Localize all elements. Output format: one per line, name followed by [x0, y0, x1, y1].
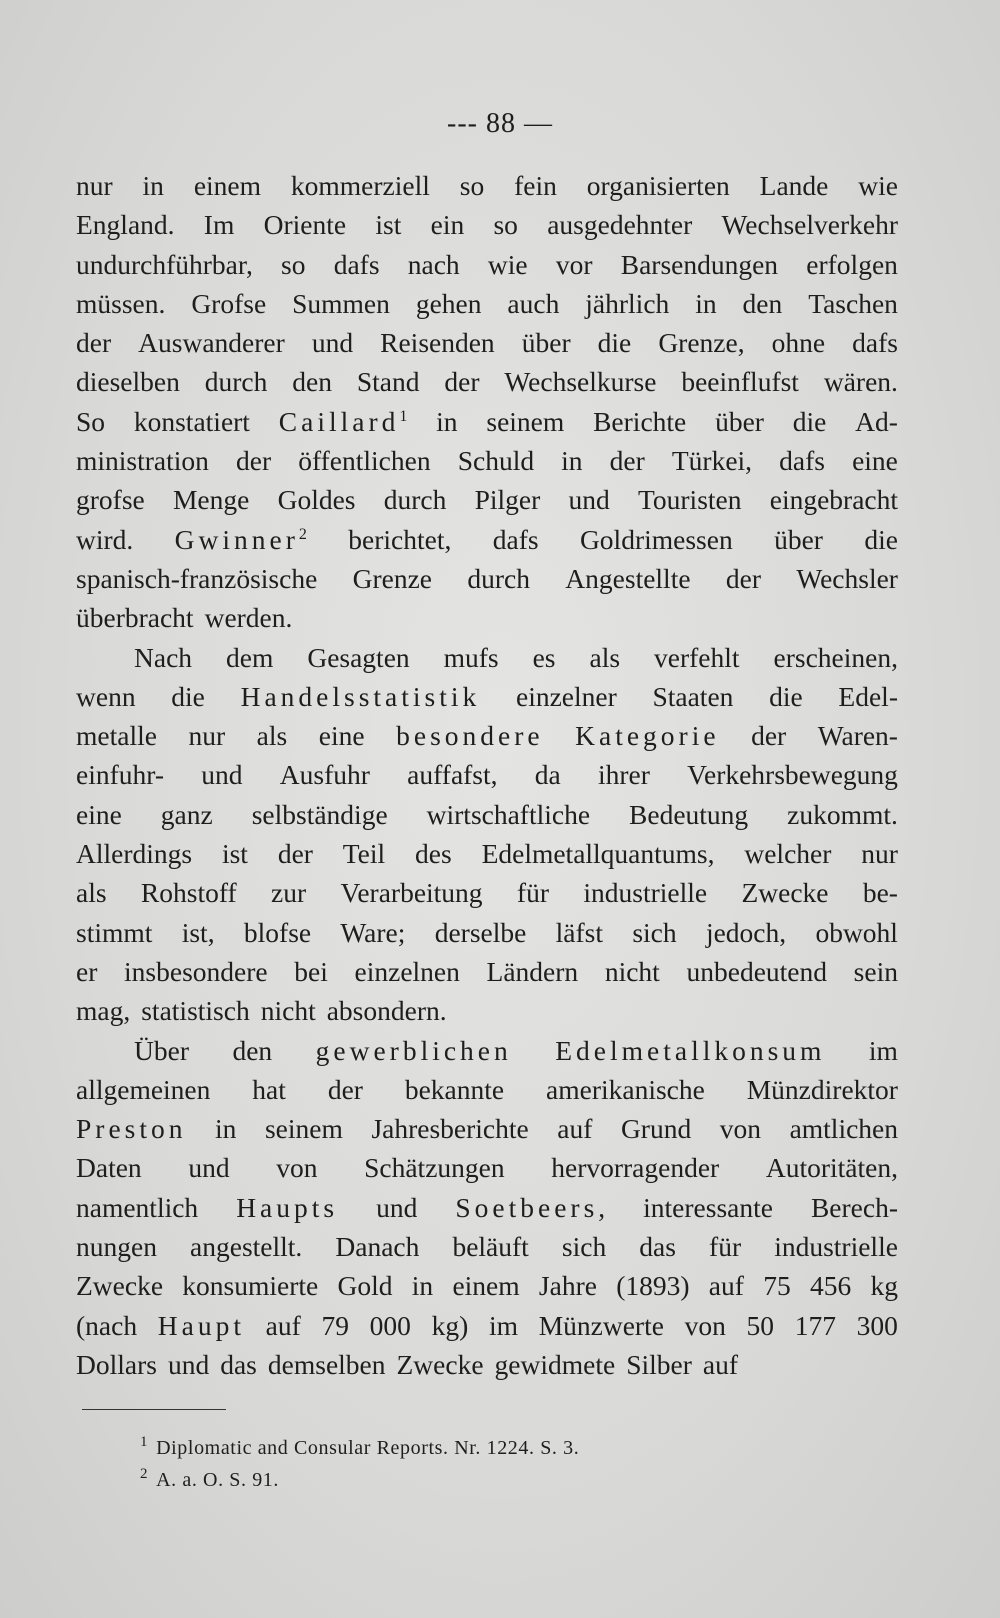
footnote-marker: 2	[140, 1466, 149, 1483]
word: 000	[369, 1309, 411, 1341]
word: hervorragender	[551, 1152, 720, 1184]
word: be-	[862, 877, 898, 909]
word: Waren-	[817, 720, 898, 752]
word: ausgedehnter	[547, 209, 693, 241]
word: Auswanderer	[138, 327, 285, 359]
word: nur	[861, 838, 898, 870]
word: nur	[188, 720, 226, 752]
word: kommerziell	[290, 170, 430, 201]
word: auf	[702, 1348, 739, 1380]
word: vor	[555, 248, 593, 280]
word: Über	[134, 1034, 189, 1066]
word: Gold	[337, 1270, 393, 1302]
word: der	[277, 838, 313, 870]
word: absondern.	[326, 995, 447, 1027]
footnote-reference: 2	[298, 525, 307, 543]
word: über	[774, 523, 823, 555]
word: Grenze	[352, 562, 433, 594]
word: Silber	[626, 1348, 692, 1380]
word: auf	[265, 1309, 301, 1341]
page-number: --- 88 —	[447, 108, 553, 139]
word: nicht	[604, 955, 660, 987]
word: als	[76, 877, 107, 909]
word: und	[568, 484, 610, 516]
text-line	[76, 716, 898, 755]
word: seinem	[486, 405, 565, 437]
word: besondere	[396, 720, 544, 752]
text-line	[76, 873, 898, 912]
word: berichtet,	[348, 523, 452, 555]
word: gewerblichen	[315, 1034, 512, 1066]
word: allgemeinen	[76, 1073, 211, 1105]
word: Ware;	[340, 916, 406, 948]
word: wie	[858, 170, 898, 201]
word: nach	[407, 248, 460, 280]
word: Gwinner$^2$	[174, 523, 307, 555]
word: undurchführbar,	[76, 248, 253, 280]
word: Nach	[134, 641, 193, 673]
word: Handelsstatistik	[240, 680, 481, 712]
text-line	[76, 991, 898, 1030]
word: und	[311, 327, 354, 359]
word: jährlich	[585, 287, 670, 319]
word: ihrer	[598, 759, 650, 791]
word: einem	[452, 1270, 520, 1302]
word: Goldrimessen	[579, 523, 733, 555]
word: dieselben	[76, 366, 180, 398]
text-line	[76, 1345, 898, 1384]
word: Danach	[335, 1231, 420, 1263]
word: Berichte	[593, 405, 687, 437]
text-line	[76, 1148, 898, 1187]
text-line	[76, 362, 898, 401]
word: auffafst,	[407, 759, 498, 791]
word: durch	[383, 484, 447, 516]
word: in	[215, 1113, 237, 1145]
word: für	[709, 1231, 742, 1263]
word: grofse	[76, 484, 145, 516]
footnote-1	[140, 1432, 840, 1464]
word: bei	[294, 955, 328, 987]
word: Lande	[759, 170, 829, 201]
word: Ad-	[855, 405, 898, 437]
word: die	[769, 680, 803, 712]
word: Grund	[620, 1113, 692, 1145]
word: (nach	[76, 1309, 138, 1341]
word: als	[256, 720, 288, 752]
word: Autoritäten,	[765, 1152, 898, 1184]
word: ist,	[181, 916, 215, 948]
word: läfst	[555, 916, 603, 948]
word: durch	[467, 562, 530, 594]
word: Daten	[76, 1152, 142, 1184]
word: dafs	[333, 248, 380, 280]
word: wie	[487, 248, 528, 280]
word: gehen	[415, 287, 482, 319]
word: jedoch,	[705, 916, 787, 948]
word: in	[436, 405, 458, 437]
word: den	[292, 366, 332, 398]
word: in	[695, 287, 717, 319]
word: Wechsler	[796, 562, 898, 594]
word: kg	[870, 1270, 898, 1302]
word: welcher	[744, 838, 832, 870]
word: bekannte	[404, 1073, 505, 1105]
text-line	[76, 559, 898, 598]
word: Goldes	[277, 484, 356, 516]
word: unbedeutend	[686, 955, 827, 987]
word: Zwecke	[396, 1348, 484, 1380]
word: auch	[507, 287, 560, 319]
word: Soetbeers,	[455, 1191, 606, 1223]
text-line	[76, 284, 898, 323]
word: der	[751, 720, 787, 752]
text-line	[76, 1070, 898, 1109]
word: Münzdirektor	[746, 1073, 898, 1105]
word: Dollars	[76, 1348, 157, 1380]
word: selbständige	[251, 798, 388, 830]
word: Angestellte	[565, 562, 691, 594]
word: England.	[76, 209, 175, 241]
word: werden.	[204, 602, 293, 634]
word: blofse	[243, 916, 312, 948]
word: Edel-	[838, 680, 898, 712]
word: und	[201, 759, 243, 791]
word: der	[236, 445, 272, 477]
word: eine	[318, 720, 365, 752]
word: der	[725, 562, 761, 594]
word: Wechselverkehr	[721, 209, 898, 241]
word: im	[868, 1034, 898, 1066]
text-line	[76, 245, 898, 284]
word: stimmt	[76, 916, 153, 948]
word: (1893)	[616, 1270, 690, 1302]
word: in	[411, 1270, 434, 1302]
word: derselbe	[434, 916, 527, 948]
word: das	[220, 1348, 257, 1380]
word: organisierten	[586, 170, 730, 201]
word: Grenze,	[658, 327, 745, 359]
word: eine	[852, 445, 898, 477]
word: Preston	[76, 1113, 187, 1145]
word: Rohstoff	[140, 877, 237, 909]
word: des	[415, 838, 452, 870]
word: Wechselkurse	[504, 366, 657, 398]
word: verfehlt	[654, 641, 740, 673]
word: Summen	[292, 287, 390, 319]
word: kg)	[431, 1309, 469, 1341]
word: so	[459, 170, 485, 201]
word: so	[493, 209, 518, 241]
word: ein	[430, 209, 465, 241]
word: Oriente	[263, 209, 347, 241]
footnotes	[140, 1432, 840, 1496]
text-line	[76, 1306, 898, 1345]
word: Reisenden	[380, 327, 495, 359]
word: ohne	[771, 327, 826, 359]
word: Berech-	[810, 1191, 898, 1223]
word: Zwecke	[741, 877, 829, 909]
word: in	[561, 445, 583, 477]
word: einzelner	[515, 680, 617, 712]
word: nicht	[260, 995, 316, 1027]
word: Grofse	[191, 287, 267, 319]
word: und	[188, 1152, 230, 1184]
word: als	[589, 641, 621, 673]
word: konstatiert	[133, 405, 250, 437]
word: dafs	[779, 445, 825, 477]
word: einzelnen	[354, 955, 460, 987]
word: nungen	[76, 1231, 157, 1263]
word: Ausfuhr	[279, 759, 370, 791]
word: erscheinen,	[773, 641, 898, 673]
word: Gesagten	[307, 641, 410, 673]
word: Stand	[356, 366, 420, 398]
word: die	[792, 405, 827, 437]
word: demselben	[267, 1348, 386, 1380]
word: der	[76, 327, 112, 359]
word: die	[597, 327, 632, 359]
word: für	[516, 877, 549, 909]
word: ministration	[76, 445, 209, 477]
word: Verarbeitung	[340, 877, 483, 909]
word: industrielle	[583, 877, 708, 909]
word: Haupts	[236, 1191, 339, 1223]
word: spanisch-französische	[76, 562, 318, 594]
text-line	[76, 834, 898, 873]
word: von	[684, 1309, 726, 1341]
word: in	[142, 170, 164, 201]
word: ganz	[160, 798, 213, 830]
footnote-text: A. a. O. S. 91.	[156, 1469, 279, 1491]
word: zur	[271, 877, 307, 909]
word: konsumierte	[182, 1270, 319, 1302]
text-line	[76, 402, 898, 441]
word: ist	[375, 209, 402, 241]
footnote-reference: 1	[399, 407, 408, 425]
word: Haupt	[157, 1309, 245, 1341]
word: dafs	[852, 327, 898, 359]
word: wirtschaftliche	[426, 798, 591, 830]
word: Staaten	[652, 680, 734, 712]
word: wenn	[76, 680, 136, 712]
word: Allerdings	[76, 838, 193, 870]
word: Schätzungen	[364, 1152, 505, 1184]
footnote-rule	[82, 1409, 226, 1410]
word: der	[609, 445, 645, 477]
text-line	[76, 480, 898, 519]
word: sein	[853, 955, 898, 987]
text-line	[76, 1031, 898, 1070]
word: sich	[632, 916, 677, 948]
word: und	[167, 1348, 210, 1380]
word: Jahre	[538, 1270, 597, 1302]
word: Schuld	[457, 445, 535, 477]
word: Touristen	[638, 484, 742, 516]
word: 177	[794, 1309, 836, 1341]
word: der	[444, 366, 480, 398]
word: Türkei,	[671, 445, 753, 477]
text-line	[76, 1227, 898, 1266]
word: gewidmete	[494, 1348, 616, 1380]
word: namentlich	[76, 1191, 199, 1223]
word: im	[488, 1309, 518, 1341]
word: dafs	[492, 523, 539, 555]
word: die	[171, 680, 205, 712]
word: da	[534, 759, 561, 791]
word: durch	[204, 366, 268, 398]
word: der	[327, 1073, 363, 1105]
word: beeinflufst	[681, 366, 799, 398]
word: 75	[763, 1270, 791, 1302]
word: er	[76, 955, 98, 987]
text-line	[76, 166, 898, 205]
footnote-marker: 1	[140, 1434, 149, 1451]
word: beläuft	[452, 1231, 529, 1263]
word: den	[742, 287, 783, 319]
word: mufs	[443, 641, 499, 673]
word: Edelmetallkonsum	[555, 1034, 826, 1066]
word: 456	[809, 1270, 852, 1302]
word: sich	[561, 1231, 607, 1263]
word: mag,	[76, 995, 131, 1027]
word: Menge	[172, 484, 250, 516]
word: so	[281, 248, 306, 280]
word: eine	[76, 798, 122, 830]
word: einem	[193, 170, 262, 201]
word: 300	[856, 1309, 898, 1341]
word: insbesondere	[124, 955, 268, 987]
text-line	[76, 520, 898, 559]
word: Münzwerte	[538, 1309, 664, 1341]
word: 79	[321, 1309, 349, 1341]
word: hat	[252, 1073, 286, 1105]
word: fein	[514, 170, 557, 201]
text-line	[76, 205, 898, 244]
text-line	[76, 598, 898, 637]
word: metalle	[76, 720, 157, 752]
word: es	[532, 641, 556, 673]
word: Verkehrsbewegung	[687, 759, 898, 791]
word: einfuhr-	[76, 759, 165, 791]
word: nur	[76, 170, 113, 201]
word: angestellt.	[190, 1231, 303, 1263]
text-line	[76, 441, 898, 480]
word: auf	[708, 1270, 744, 1302]
footnote-2	[140, 1464, 840, 1496]
word: seinem	[264, 1113, 343, 1145]
word: ist	[221, 838, 248, 870]
word: über	[521, 327, 571, 359]
word: Im	[203, 209, 235, 241]
word: Caillard$^1$	[278, 405, 408, 437]
word: auf	[557, 1113, 593, 1145]
word: eingebracht	[769, 484, 898, 516]
text-line	[76, 638, 898, 677]
word: erfolgen	[806, 248, 898, 280]
text-line	[76, 1266, 898, 1305]
word: von	[719, 1113, 762, 1145]
word: Bedeutung	[629, 798, 749, 830]
word: wird.	[76, 523, 134, 555]
text-line	[76, 323, 898, 362]
word: 50	[746, 1309, 775, 1341]
word: obwohl	[815, 916, 898, 948]
word: industrielle	[774, 1231, 898, 1263]
text-line	[76, 1188, 898, 1227]
word: Kategorie	[575, 720, 720, 752]
text-line	[76, 677, 898, 716]
text-line	[76, 913, 898, 952]
word: wären.	[823, 366, 898, 398]
text-line	[76, 1109, 898, 1148]
word: interessante	[643, 1191, 773, 1223]
word: öffentlichen	[298, 445, 431, 477]
text-line	[76, 952, 898, 991]
word: zukommt.	[787, 798, 898, 830]
word: Edelmetallquantums,	[481, 838, 715, 870]
word: den	[232, 1034, 273, 1066]
word: müssen.	[76, 287, 166, 319]
word: Taschen	[808, 287, 898, 319]
footnote-text: Diplomatic and Consular Reports. Nr. 1224. S. 3.	[156, 1437, 580, 1459]
word: das	[639, 1231, 676, 1263]
body-text	[76, 166, 898, 1384]
word: von	[276, 1152, 318, 1184]
word: Zwecke	[76, 1270, 164, 1302]
text-line	[76, 795, 898, 834]
word: amerikanische	[546, 1073, 705, 1105]
word: So	[76, 405, 106, 437]
word: dem	[226, 641, 274, 673]
word: Barsendungen	[620, 248, 779, 280]
word: statistisch	[141, 995, 250, 1027]
word: die	[864, 523, 898, 555]
word: Teil	[342, 838, 386, 870]
word: und	[376, 1191, 418, 1223]
word: Pilger	[474, 484, 541, 516]
word: Jahresberichte	[371, 1113, 529, 1145]
word: amtlichen	[789, 1113, 898, 1145]
word: überbracht	[76, 602, 194, 634]
text-line	[76, 755, 898, 794]
word: Ländern	[486, 955, 579, 987]
word: über	[715, 405, 764, 437]
